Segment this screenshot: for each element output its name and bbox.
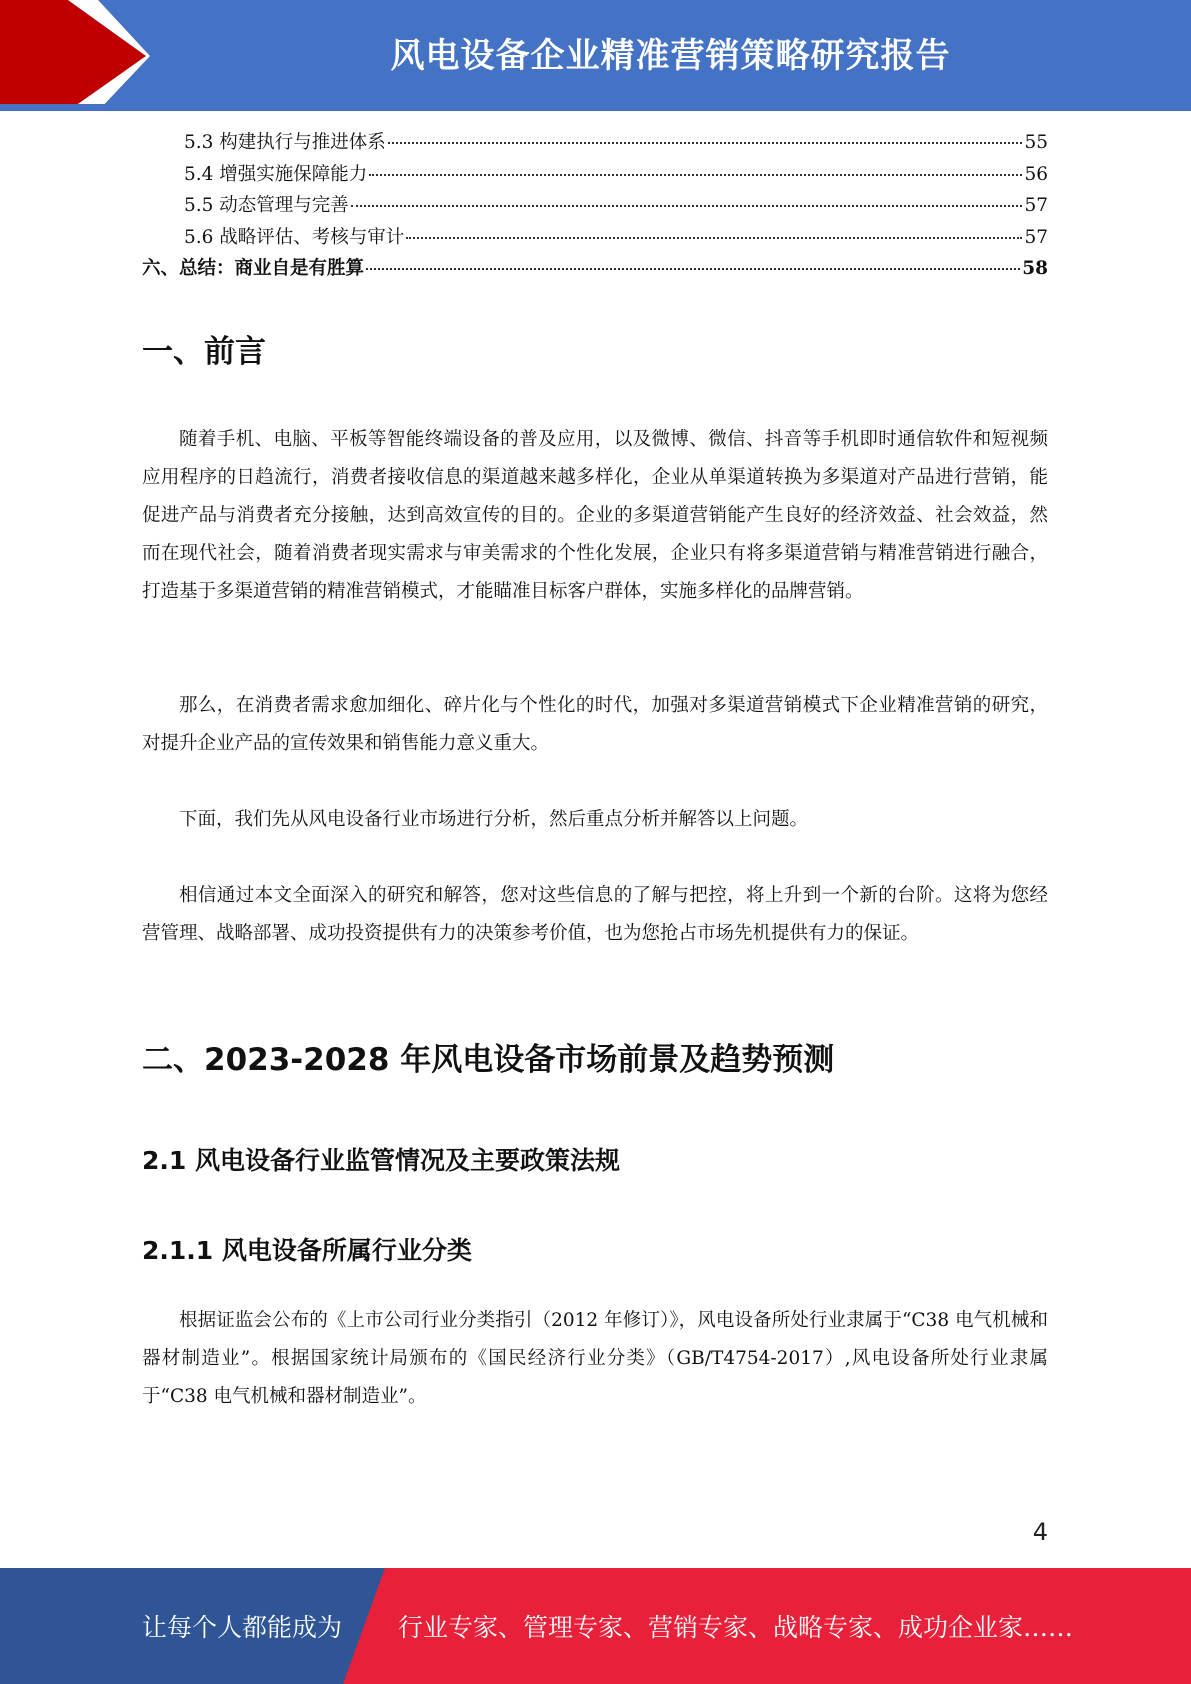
toc-item-label: 5.4 增强实施保障能力 [184,163,368,185]
toc-item[interactable] [142,223,1048,255]
toc-leader-dots [388,142,1023,144]
table-of-contents [142,128,1048,286]
paragraph: 那么，在消费者需求愈加细化、碎片化与个性化的时代，加强对多渠道营销模式下企业精准营销的研究，对提升企业产品的宣传效果和销售能力意义重大。 [142,695,1048,754]
footer-slogan-right: 行业专家、管理专家、营销专家、战略专家、成功企业家…… [398,1613,1074,1642]
toc-item[interactable] [142,254,1048,286]
subsection-heading: 2.1 风电设备行业监管情况及主要政策法规 [142,1146,620,1175]
toc-item[interactable] [142,160,1048,192]
toc-item[interactable] [142,128,1048,160]
paragraph: 随着手机、电脑、平板等智能终端设备的普及应用，以及微博、微信、抖音等手机即时通信软件和短视频应用程序的日趋流行，消费者接收信息的渠道越来越多样化，企业从单渠道转换为多渠道对产品进行营销，能促进产品与消费者充分接触，达到高效宣传的目的。企业的多渠道营销能产生良好的经济效益、社会效益，然而在现代社会，随着消费者现实需求与审美需求的个性化发展，企业只有将多渠道营销与精准营销进行融合，打造基于多渠道营销的精准营销模式，才能瞄准目标客户群体，实施多样化的品牌营销。 [142,429,1048,602]
paragraph: 相信通过本文全面深入的研究和解答，您对这些信息的了解与把控，将上升到一个新的台阶。这将为您经营管理、战略部署、成功投资提供有力的决策参考价值，也为您抢占市场先机提供有力的保证。 [142,885,1048,944]
subsection-heading: 2.1.1 风电设备所属行业分类 [142,1236,472,1265]
toc-leader-dots [406,237,1022,239]
toc-item-label: 5.5 动态管理与完善 [184,195,349,216]
toc-item-page: 55 [1024,132,1048,153]
paragraph: 下面，我们先从风电设备行业市场进行分析，然后重点分析并解答以上问题。 [179,809,809,830]
toc-item-page: 58 [1022,258,1048,279]
page-footer [0,1568,1191,1684]
toc-item-label: 5.6 战略评估、考核与审计 [184,226,405,248]
page-header [0,0,1191,111]
section-heading-preface: 一、前言 [142,334,266,370]
toc-item-page: 57 [1024,195,1048,216]
toc-leader-dots [369,174,1022,176]
toc-item-label: 六、总结：商业自是有胜算 [142,258,365,279]
section-heading-market: 二、2023-2028 年风电设备市场前景及趋势预测 [142,1042,835,1078]
header-title: 风电设备企业精准营销策略研究报告 [390,35,951,76]
toc-leader-dots [351,205,1023,207]
paragraph: 根据证监会公布的《上市公司行业分类指引（2012 年修订）》，风电设备所处行业隶属于“C38 电气机械和器材制造业”。根据国家统计局颁布的《国民经济行业分类》（GB/T4754-2017）,风电设备所处行业隶属于“C38 电气机械和器材制造业”。 [142,1310,1048,1407]
footer-slogan-left: 让每个人都能成为 [142,1613,343,1642]
toc-item[interactable] [142,191,1048,223]
toc-leader-dots [366,268,1020,270]
page-number: 4 [1032,1518,1048,1546]
toc-item-page: 56 [1024,163,1048,185]
toc-item-page: 57 [1024,226,1048,248]
toc-item-label: 5.3 构建执行与推进体系 [184,132,386,153]
